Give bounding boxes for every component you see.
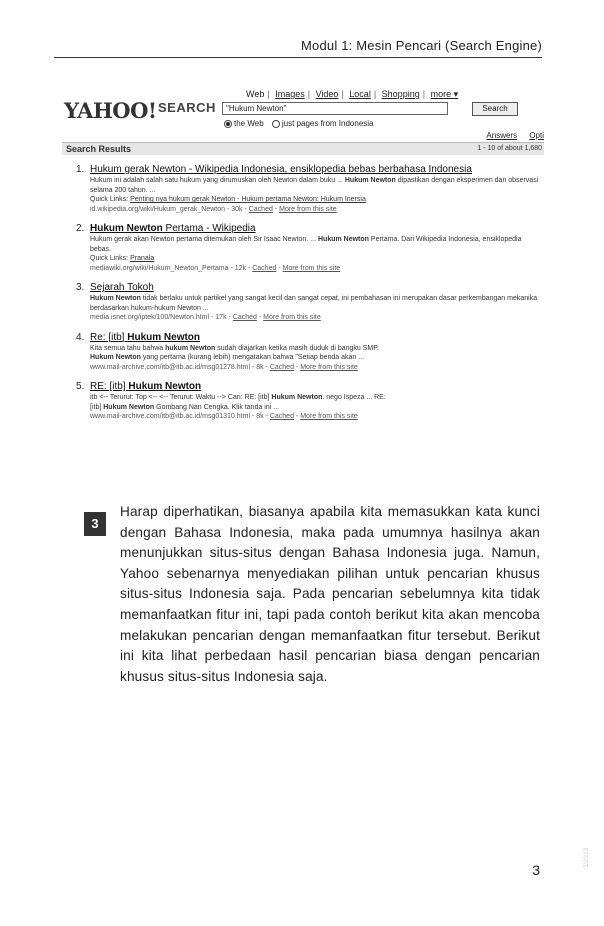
search-scope-options — [224, 119, 380, 128]
more-from-site-link[interactable]: More from this site — [282, 264, 341, 272]
search-tabs — [246, 89, 461, 100]
step-number-badge: 3 — [84, 512, 106, 536]
yahoo-search-screenshot — [60, 82, 546, 462]
result-item — [76, 164, 544, 214]
result-item — [76, 381, 544, 422]
radio-web[interactable] — [224, 120, 232, 128]
search-button[interactable]: Search — [472, 102, 518, 116]
result-number: 1. — [76, 164, 85, 175]
cached-link[interactable]: Cached — [232, 314, 257, 321]
result-title-link[interactable]: Hukum gerak Newton - Wikipedia Indonesia, ensiklopedia bebas berbahasa Indonesia — [90, 164, 472, 175]
result-number: 5. — [76, 381, 85, 392]
result-url: www.mail-archive.com/itb@itb.ac.id/msg01310.html - 8k - Cached - More from this site — [90, 413, 358, 420]
result-snippet: Kita semua tahu bahwa hukum Newton sudah diajarkan ketika masih duduk di bangku SMP. — [90, 344, 379, 352]
result-snippet: itb <-- Terurut: Top <-- <-- Terurut: Waktu --> Cari: RE: [itb] Hukum Newton. nego Ispeza ... RE: — [90, 394, 386, 401]
result-url: mediawiki.org/wiki/Hukum_Newton_Pertama - 12k - Cached - More from this site — [90, 264, 341, 272]
cached-link[interactable]: Cached — [269, 363, 294, 371]
options-link[interactable]: Opti — [529, 131, 544, 140]
more-from-site-link[interactable]: More from this site — [263, 314, 321, 321]
tab-web[interactable]: Web — [246, 89, 265, 99]
tab-separator: | — [422, 89, 426, 99]
radio-indonesia[interactable] — [272, 120, 280, 128]
search-input[interactable]: "Hukum Newton" — [222, 102, 448, 115]
result-url: media.isnet.org/iptek/100/Newton.html - 17k - Cached - More from this site — [90, 314, 321, 321]
quick-link[interactable]: Penting nya hukum gerak Newton - Hukum pertama Newton: Hukum Inersia — [130, 196, 366, 203]
result-title-link[interactable]: RE: [itb] Hukum Newton — [90, 381, 202, 392]
more-from-site-link[interactable]: More from this site — [300, 363, 358, 371]
cached-link[interactable]: Cached — [269, 413, 294, 420]
page-number: 3 — [532, 862, 540, 878]
result-title-link[interactable]: Re: [itb] Hukum Newton — [90, 331, 201, 343]
result-snippet: Hukum Newton tidak berlaku untuk partikel yang sangat kecil dan sangat cepat, ini pembahasan ini merupakan dasar perkembangan mekanika berdasarkan hukum-hukum Newton ... — [90, 295, 538, 312]
results-label: Search Results — [66, 144, 132, 154]
result-quick-links: Quick Links: Penting nya hukum gerak Newton - Hukum pertama Newton: Hukum Inersia — [90, 196, 366, 203]
tab-local[interactable]: Local — [349, 89, 371, 99]
cached-link[interactable]: Cached — [248, 205, 273, 213]
result-url: www.mail-archive.com/itb@itb.ac.id/msg01278.html - 8k - Cached - More from this site — [90, 363, 358, 371]
answers-link[interactable]: Answers — [486, 131, 518, 140]
tab-images[interactable]: Images — [275, 89, 305, 99]
result-url: id.wikipedia.org/wiki/Hukum_gerak_Newton - 30k - Cached - More from this site — [90, 205, 337, 213]
tab-separator: | — [341, 89, 344, 99]
radio-indonesia-label: just pages from Indonesia — [281, 119, 374, 128]
results-bar — [62, 142, 544, 155]
result-item — [76, 282, 544, 323]
result-number: 3. — [76, 282, 85, 293]
side-stamp: 3/20/13 — [584, 847, 590, 868]
result-item — [76, 332, 544, 373]
yahoo-search-wordmark: SEARCH — [158, 100, 216, 115]
results-count: 1 - 10 of about 1,680 — [477, 145, 542, 152]
result-title-link[interactable]: Hukum Newton Pertama - Wikipedia — [90, 223, 256, 234]
radio-web-label: the Web — [234, 119, 264, 128]
tab-more[interactable]: more ▾ — [430, 89, 459, 99]
result-snippet: Hukum ini adalah salah satu hukum yang dirumuskan oleh Newton dalam buku ... Hukum Newton dipastikan dengan eksperimen dan observasi selama 200 tahun. ... — [90, 177, 539, 194]
result-snippet-line-2: Hukum Newton yang pertama (kurang lebih) mengatakan bahwa "Setiap benda akan ... — [90, 354, 365, 361]
quick-link[interactable]: Pranala — [130, 255, 155, 262]
result-number: 4. — [76, 331, 85, 343]
header-divider — [54, 57, 542, 58]
top-right-links — [476, 131, 544, 140]
tab-separator: | — [373, 89, 377, 99]
page-header-title: Modul 1: Mesin Pencari (Search Engine) — [301, 38, 542, 53]
tab-shopping[interactable]: Shopping — [381, 89, 420, 99]
more-from-site-link[interactable]: More from this site — [300, 413, 358, 420]
yahoo-logo[interactable]: YAHOO! — [64, 98, 157, 123]
more-from-site-link[interactable]: More from this site — [279, 205, 337, 213]
tab-video[interactable]: Video — [315, 89, 339, 99]
result-snippet: Hukum gerak akan Newton pertama ditemukan oleh Sir Isaac Newton. ... Hukum Newton Pertama. Dari Wikipedia Indonesia, ensiklopedia bebas. — [90, 236, 522, 253]
result-number: 2. — [76, 223, 85, 234]
result-title-link[interactable]: Sejarah Tokoh — [90, 282, 154, 293]
results-list — [76, 164, 544, 431]
body-paragraph: Harap diperhatikan, biasanya apabila kita memasukkan kata kunci dengan Bahasa Indonesia, maka pada umumnya hasilnya akan menunjukkan situs-situs dengan Bahasa Indonesia juga. Namun, Yahoo sebenarnya menyediakan pilihan untuk pencarian khusus situs-situs Indonesia saja. Pada pencarian sebelumnya kita tidak memanfaatkan fitur ini, tapi pada contoh berikut kita akan mencoba melakukan pencarian dengan memanfaatkan fitur tersebut. Berikut ini kita lihat perbedaan hasil pencarian biasa dengan pencarian khusus situs-situs Indonesia saja. — [120, 504, 540, 684]
result-snippet-line-2: [itb] Hukum Newton Gombang Nan Cengka. Klik tanda ini ... — [90, 403, 280, 411]
result-quick-links: Quick Links: Pranala — [90, 255, 155, 262]
result-item — [76, 223, 544, 273]
tab-separator: | — [267, 89, 270, 99]
cached-link[interactable]: Cached — [252, 264, 277, 272]
tab-separator: | — [307, 89, 311, 99]
